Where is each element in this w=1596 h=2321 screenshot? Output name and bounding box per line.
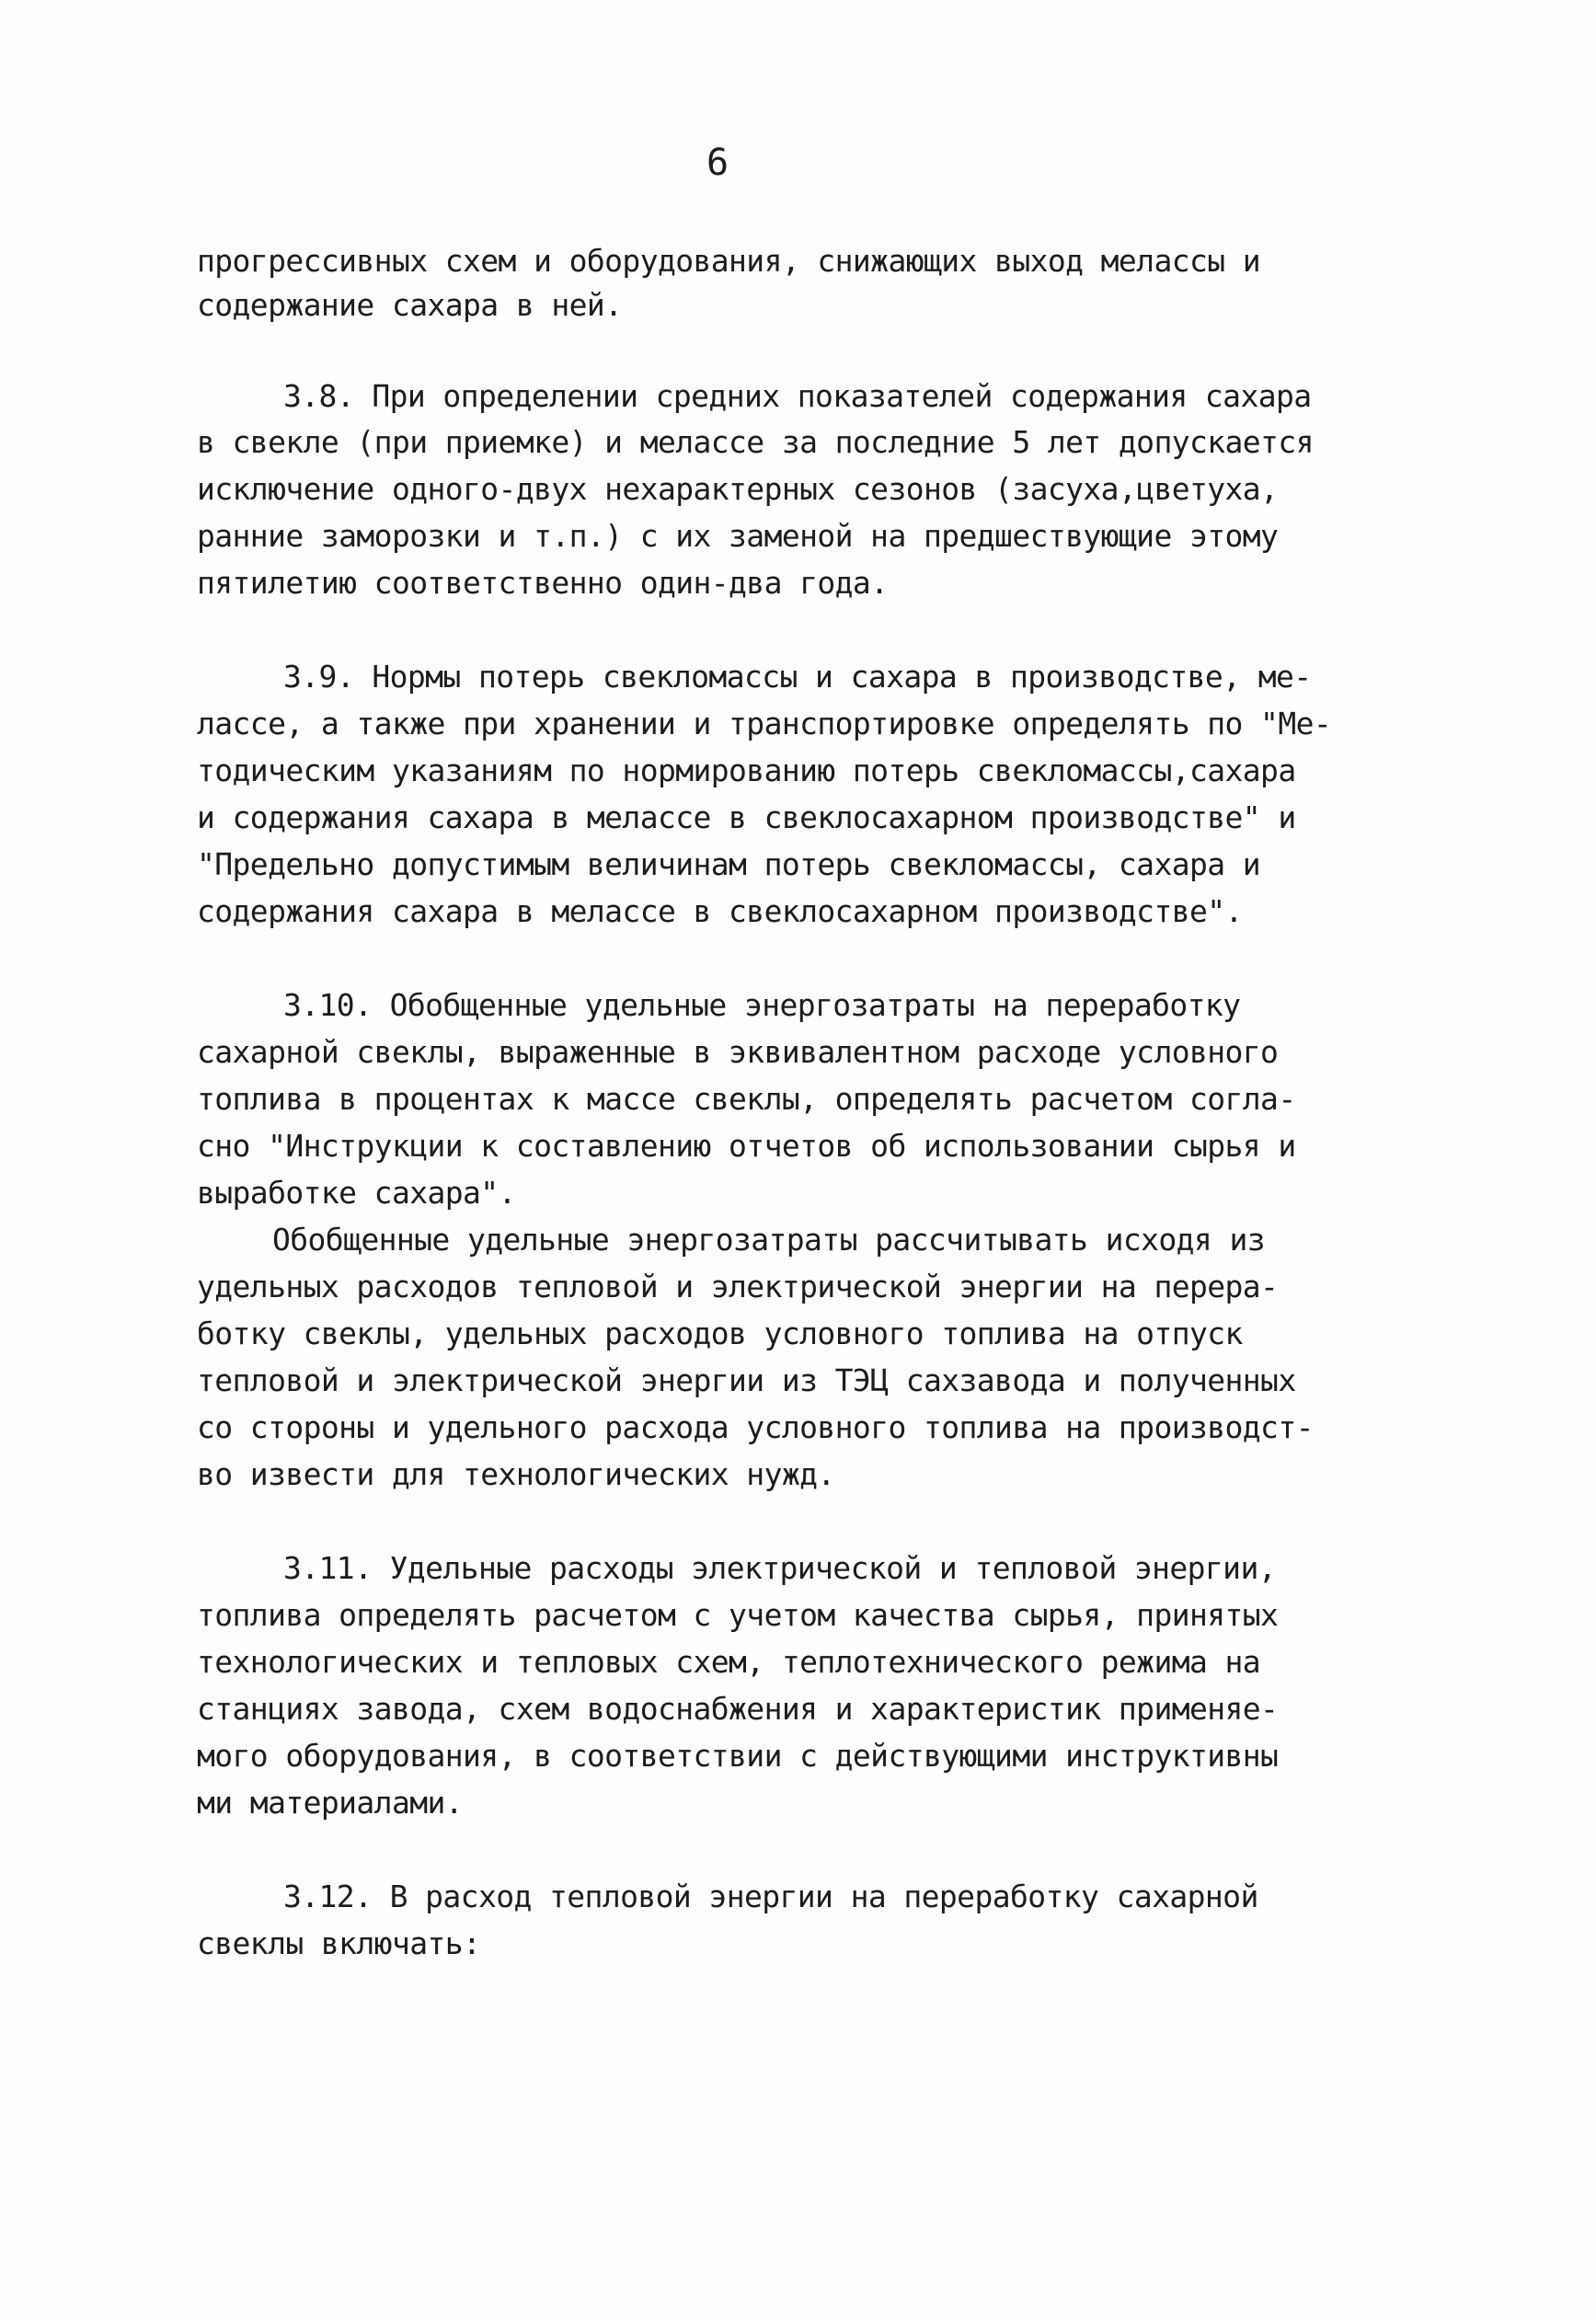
text-line: и содержания сахара в мелассе в свеклосахарном производстве" и bbox=[197, 799, 1296, 835]
text-line: содержания сахара в мелассе в свеклосахарном производстве". bbox=[197, 893, 1243, 929]
paragraph-3-8-heading-line: 3.8. При определении средних показателей содержания сахара bbox=[283, 378, 1312, 414]
text-line: исключение одного-двух нехарактерных сезонов (засуха,цветуха, bbox=[197, 471, 1279, 507]
text-line: ми материалами. bbox=[197, 1785, 464, 1821]
text-line: в свекле (при приемке) и мелассе за последние 5 лет допускается bbox=[197, 424, 1314, 460]
text-line: станциях завода, схем водоснабжения и характеристик применяе- bbox=[197, 1691, 1279, 1727]
paragraph-3-10-heading-line: 3.10. Обобщенные удельные энергозатраты на переработку bbox=[283, 987, 1241, 1023]
text-line: Обобщенные удельные энергозатраты рассчитывать исходя из bbox=[272, 1222, 1265, 1258]
text-line: лассе, а также при хранении и транспортировке определять по "Ме- bbox=[197, 706, 1332, 741]
text-line: сахарной свеклы, выраженные в эквивалентном расходе условного bbox=[197, 1034, 1279, 1070]
text-line: тепловой и электрической энергии из ТЭЦ сахзавода и полученных bbox=[197, 1362, 1296, 1398]
text-line: удельных расходов тепловой и электрической энергии на перера- bbox=[197, 1269, 1279, 1304]
text-line: тодическим указаниям по нормированию потерь свекломассы,сахара bbox=[197, 753, 1296, 788]
paragraph-3-9-heading-line: 3.9. Нормы потерь свекломассы и сахара в производстве, ме- bbox=[283, 659, 1312, 695]
text-line: мого оборудования, в соответствии с действующими инструктивны bbox=[197, 1738, 1279, 1774]
text-line: топлива определять расчетом с учетом качества сырья, принятых bbox=[197, 1597, 1279, 1633]
text-line: прогрессивных схем и оборудования, снижающих выход мелассы и bbox=[197, 243, 1261, 279]
text-line: технологических и тепловых схем, теплотехнического режима на bbox=[197, 1644, 1261, 1680]
text-line: ботку свеклы, удельных расходов условного топлива на отпуск bbox=[197, 1316, 1243, 1351]
paragraph-3-12-heading-line: 3.12. В расход тепловой энергии на переработку сахарной bbox=[283, 1879, 1258, 1914]
text-line: "Предельно допустимым величинам потерь свекломассы, сахара и bbox=[197, 846, 1261, 882]
text-line: выработке сахара". bbox=[197, 1175, 516, 1211]
text-line: во извести для технологических нужд. bbox=[197, 1456, 835, 1492]
text-line: свеклы включать: bbox=[197, 1925, 481, 1961]
page-number: 6 bbox=[706, 142, 729, 184]
text-line: топлива в процентах к массе свеклы, определять расчетом согла- bbox=[197, 1081, 1296, 1117]
text-line: со стороны и удельного расхода условного топлива на производст- bbox=[197, 1409, 1314, 1445]
text-line: содержание сахара в ней. bbox=[197, 287, 623, 323]
text-line: пятилетию соответственно один-два года. bbox=[197, 565, 889, 601]
text-line: сно "Инструкции к составлению отчетов об использовании сырья и bbox=[197, 1128, 1296, 1164]
text-line: ранние заморозки и т.п.) с их заменой на предшествующие этому bbox=[197, 518, 1279, 554]
paragraph-3-11-heading-line: 3.11. Удельные расходы электрической и тепловой энергии, bbox=[283, 1550, 1276, 1586]
